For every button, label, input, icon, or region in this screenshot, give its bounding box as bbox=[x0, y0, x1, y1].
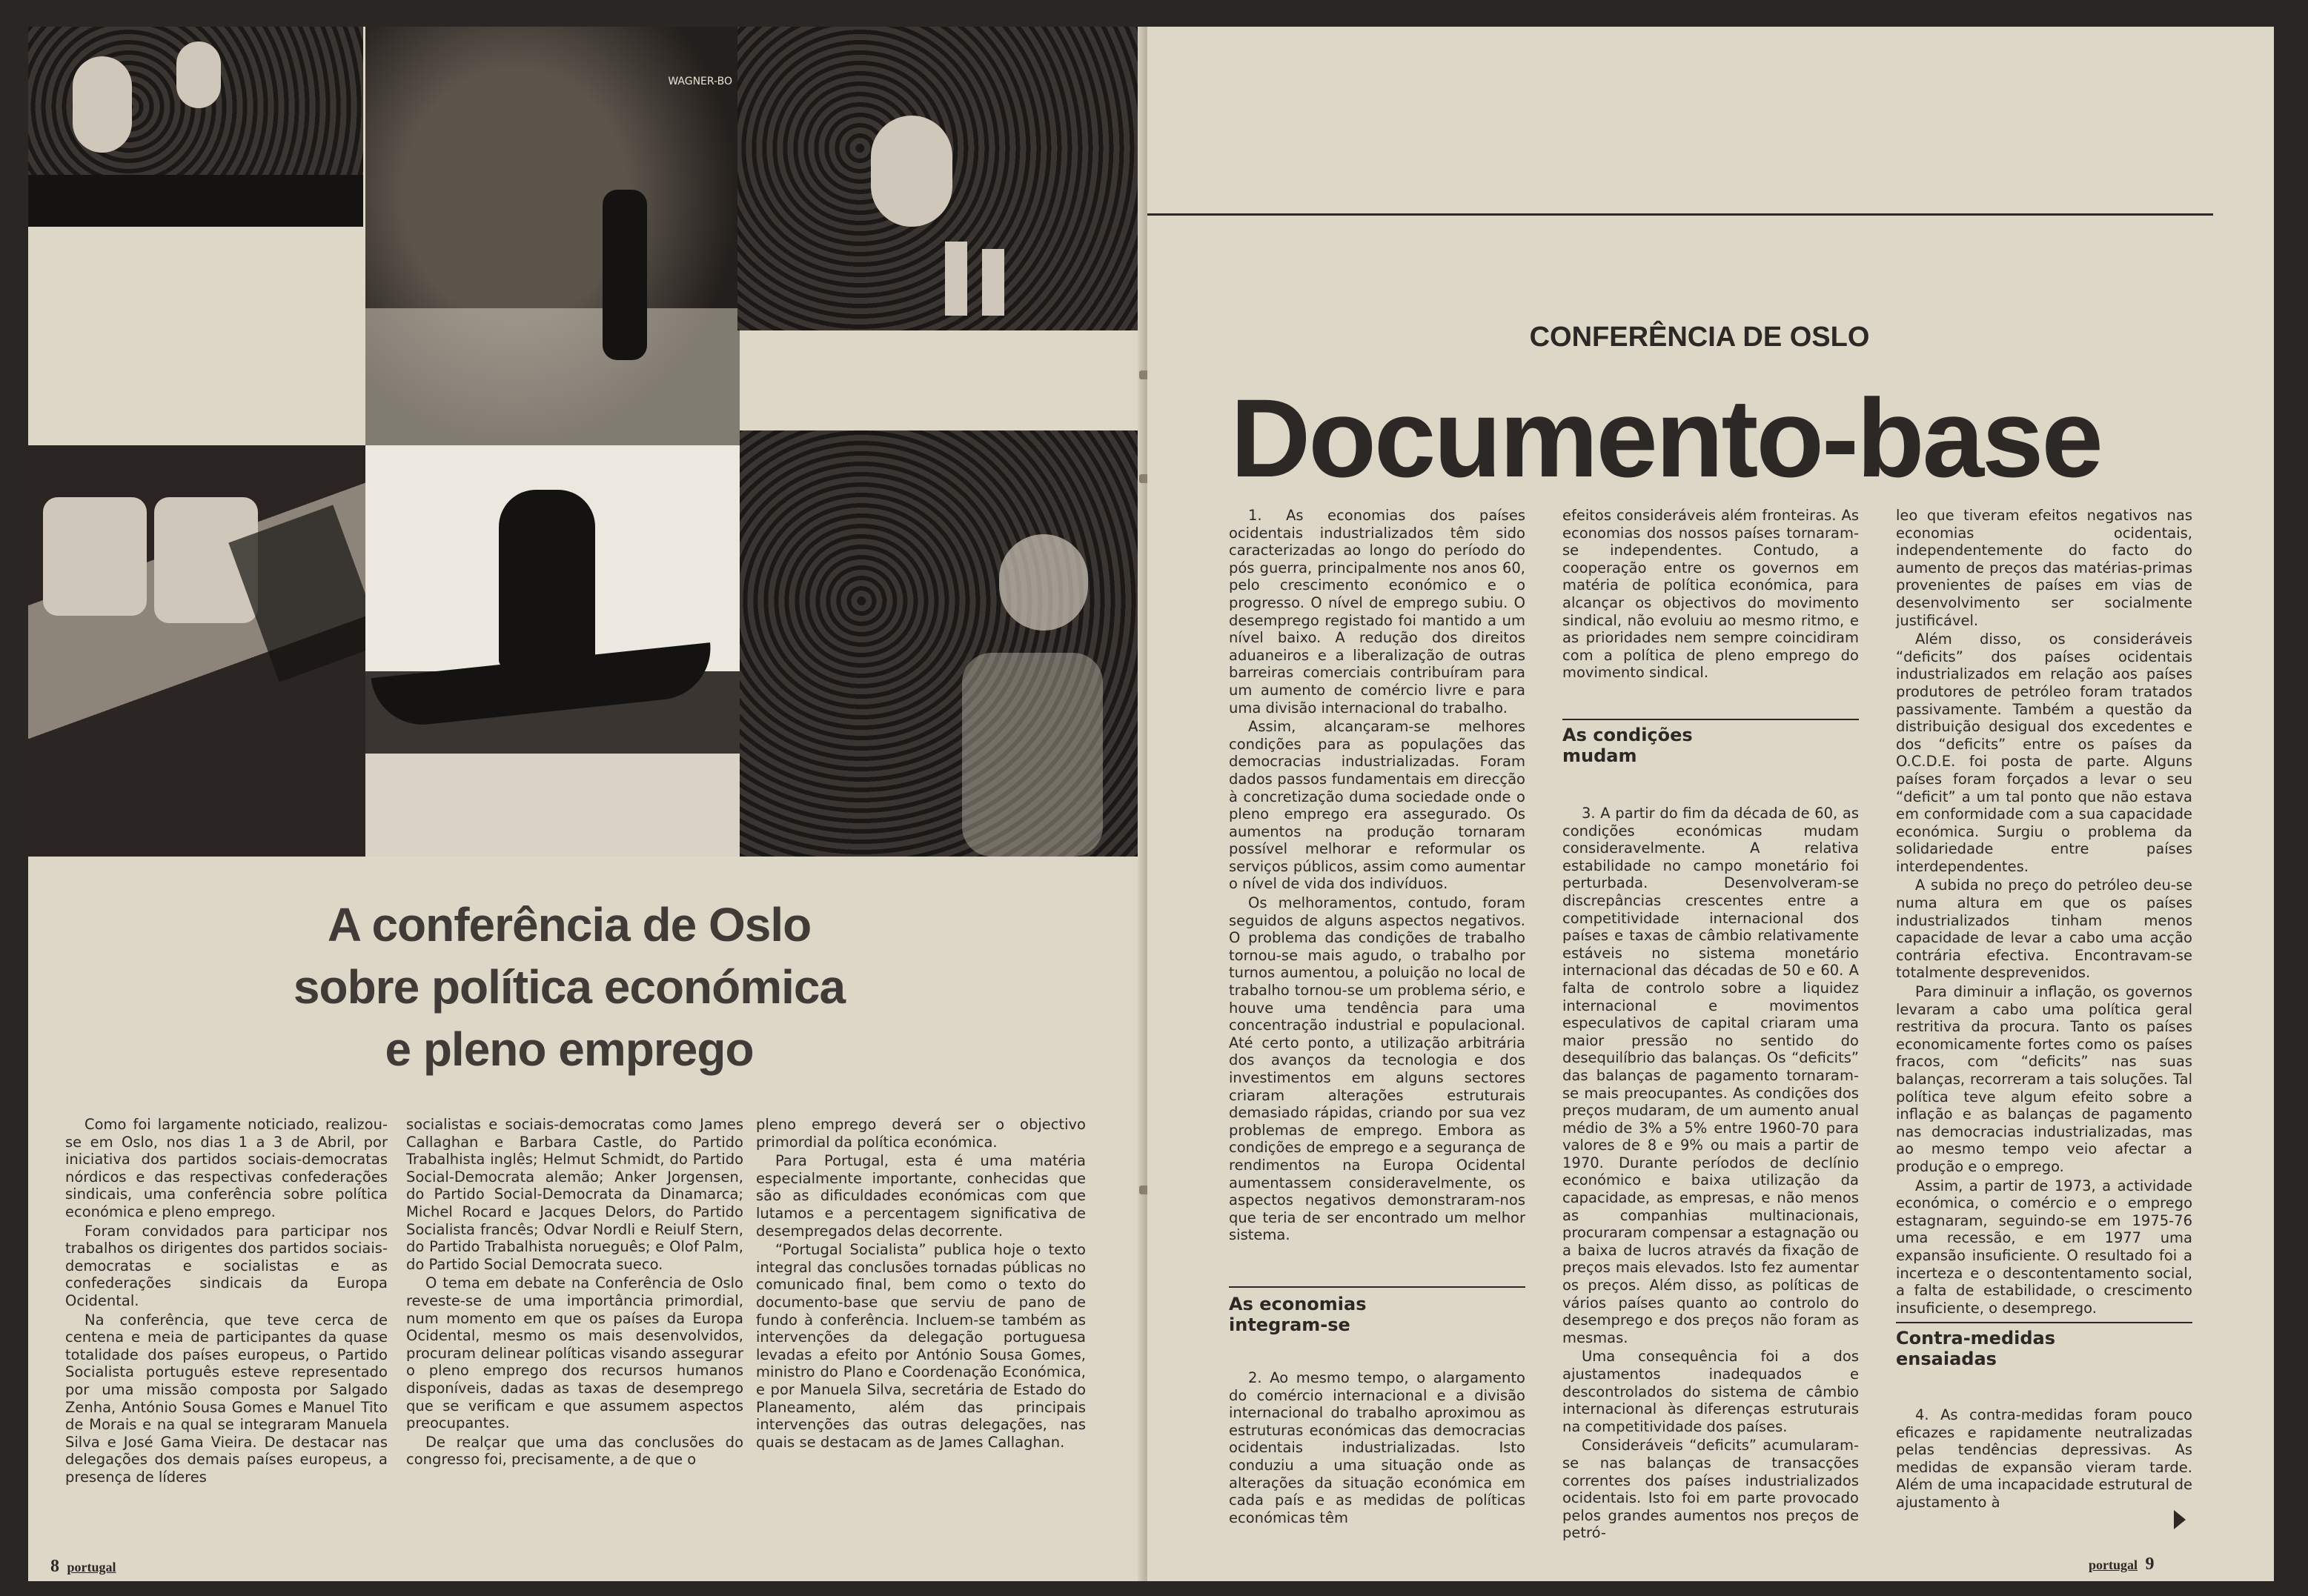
section-heading-contra-medidas bbox=[1896, 1328, 2055, 1369]
laboratory-woman-photo bbox=[737, 27, 1146, 330]
paragraph: leo que tiveram efeitos negativos nas economias ocidentais, independentemente do facto do aumento de preços das matérias-primas provenientes de países em vias de desenvolvimento ser socialmente justificável. bbox=[1896, 507, 2192, 629]
continue-arrow-icon bbox=[2174, 1510, 2186, 1529]
paragraph: Consideráveis “deficits” acumularam-se nas balanças de transacções correntes dos países industrializados ocidentais. Isto foi em parte provocado pelos grandes aumentos nos preços de petró- bbox=[1562, 1437, 1859, 1542]
section-heading-line: mudam bbox=[1562, 745, 1637, 766]
paragraph: socialistas e sociais-democratas como James Callaghan e Barbara Castle, do Partido Trabalhista inglês; Helmut Schmidt, do Partido Social-Democrata alemão; Anker Jorgensen, do Partido Social-Democrata da Dinamarca; Michel Rocard e Jacques Delors, do Partido Socialista francês; Odvar Nordli e Reiulf Stern, do Partido Trabalhista norueguês; e Olof Palm, do Partido Social Democrata sueco. bbox=[406, 1116, 743, 1273]
right-column-1 bbox=[1229, 507, 1525, 1244]
paragraph: O tema em debate na Conferência de Oslo reveste-se de uma importância primordial, num momento em que os países da Europa Ocidental, mesmo os mais desenvolvidos, procuram delinear políticas visando assegurar o pleno emprego dos recursos humanos disponíveis, dadas as taxas de desemprego que se verificam e que assumem aspectos preocupantes. bbox=[406, 1274, 743, 1432]
footer-logo-text: portugal bbox=[67, 1560, 116, 1575]
nuns-weaving-photo bbox=[28, 445, 365, 857]
section-text-contra-medidas bbox=[1896, 1406, 2192, 1512]
paragraph: Para diminuir a inflação, os governos levaram a cabo uma política geral restritiva da procura. Tanto os países economicamente fortes como os países fracos, com “deficits” nas suas balanças, recorreram a tais soluções. Tal política teve algum efeito sobre a inflação e as balanças de pagamento nas democracias industrializadas, mas ao mesmo tempo veio afectar a produção e o emprego. bbox=[1896, 983, 2192, 1175]
section-rule bbox=[1229, 1286, 1525, 1288]
left-column-3 bbox=[756, 1116, 1086, 1451]
headline-line-3: e pleno emprego bbox=[385, 1023, 754, 1076]
paragraph: 3. A partir do fim da década de 60, as condições económicas mudam consideravelmente. A relativa estabilidade no campo monetário foi perturbada. Desenvolveram-se discrepâncias crescentes entre a competitividade internacional dos países e taxas de câmbio relativamente estáveis no sistema monetário internacional das décadas de 50 e 60. A falta de controlo sobre a liquidez internacional e movimentos especulativos de capital criaram uma maior pressão no sentido do desequilíbrio das balanças. Os “deficits” das balanças de pagamento tornaram-se mais preocupantes. As condições dos preços mudaram, de um aumento anual médio de 3% a 5% entre 1960-70 para valores de 8 e 9% ou mais a partir de 1970. Durante períodos de declínio económico e baixa utilização da capacidade, as empresas, e não menos as companhias multinacionais, procuraram compensar a estagnação ou a baixa de lucros através da fixação de preços mais elevados. Isto fez aumentar os preços. Além disso, as políticas de vários países quanto ao controlo do desemprego e dos preços não foram as mesmas. bbox=[1562, 805, 1859, 1346]
footer-logo-left bbox=[50, 1557, 116, 1577]
left-page bbox=[28, 27, 1146, 1581]
paragraph: Na conferência, que teve cerca de centena e meia de participantes da quase totalidade dos países europeus, o Partido Socialista português esteve representado por uma missão composta por Salgado Zenha, António Sousa Gomes e Manuel Tito de Morais e na qual se integraram Manuela Silva e José Gama Vieira. De destacar nas delegações dos demais países europeus, a presença de líderes bbox=[65, 1311, 388, 1486]
section-rule bbox=[1896, 1322, 2192, 1323]
paragraph: 1. As economias dos países ocidentais industrializados têm sido caracterizadas ao longo do período do pós guerra, principalmente nos anos 60, pelo crescimento económico e o progresso. O nível de emprego subiu. O desemprego registado foi mantido a um nível baixo. A redução dos direitos aduaneiros e a liberalização de outras barreiras comerciais contribuíram para um aumento de comércio livre e para uma divisão internacional do trabalho. bbox=[1229, 507, 1525, 716]
section-heading-line: As economias bbox=[1229, 1294, 1367, 1314]
footer-page-number: 8 bbox=[50, 1557, 59, 1576]
article-headline bbox=[199, 894, 940, 1080]
section-heading-line: Contra-medidas bbox=[1896, 1328, 2056, 1349]
field-burning-photo-caption: WAGNER-BO bbox=[668, 76, 732, 87]
top-rule bbox=[1147, 213, 2213, 216]
page-title: Documento-base bbox=[1230, 376, 2101, 500]
right-column-2 bbox=[1562, 507, 1859, 682]
right-page bbox=[1147, 27, 2274, 1581]
right-column-3 bbox=[1562, 805, 1859, 1542]
paragraph: Assim, a partir de 1973, a actividade económica, o comércio e o emprego estagnaram, seguindo-se em 1975-76 uma recessão, e em 1977 uma expansão insuficiente. O resultado foi a incerteza e o descontentamento social, a falta de estabilidade, o crescimento insuficiente, o desemprego. bbox=[1896, 1177, 2192, 1317]
paragraph: Foram convidados para participar nos trabalhos os dirigentes dos partidos sociais-democratas e socialistas e as confederações sindicais da Europa Ocidental. bbox=[65, 1222, 388, 1309]
paragraph: “Portugal Socialista” publica hoje o texto integral das conclusões tornadas públicas no comunicado final, bem como o texto do documento-base que serviu de pano de fundo à conferência. Incluem-se também as intervenções da delegação portuguesa levadas a efeito por António Sousa Gomes, ministro do Plano e Coordenação Económica, e por Manuela Silva, secretária de Estado do Planeamento, além das principais intervenções das outras delegações, nas quais se destacam as de James Callaghan. bbox=[756, 1241, 1086, 1451]
headline-line-1: A conferência de Oslo bbox=[327, 898, 812, 951]
left-column-2 bbox=[406, 1116, 743, 1469]
section-heading-economias bbox=[1229, 1294, 1367, 1335]
paragraph: Uma consequência foi a dos ajustamentos inadequados e descontrolados do sistema de câmbio internacional às diferenças estruturais na competitividade dos países. bbox=[1562, 1348, 1859, 1435]
paragraph: De realçar que uma das conclusões do congresso foi, precisamente, a de que o bbox=[406, 1433, 743, 1469]
section-heading-line: As condições bbox=[1562, 725, 1693, 745]
paragraph: Assim, alcançaram-se melhores condições para as populações das democracias industrializadas. Foram dados passos fundamentais em direcção à concretização duma sociedade onde o pleno emprego era assegurado. Os aumentos na produção tornaram possível melhorar e reformular os serviços públicos, assim como aumentar o nível de vida dos indivíduos. bbox=[1229, 718, 1525, 893]
paragraph: Como foi largamente noticiado, realizou-se em Oslo, nos dias 1 a 3 de Abril, por iniciativa dos partidos sociais-democratas nórdicos e das respectivas confederações sindicais, uma conferência sobre política económica e pleno emprego. bbox=[65, 1116, 388, 1220]
kicker: CONFERÊNCIA DE OSLO bbox=[1529, 322, 1870, 353]
paragraph: Além disso, os consideráveis “deficits” dos países ocidentais industrializados em relação aos países produtores de petróleo foram tratados passivamente. Também a questão da distribuição desigual dos excedentes e dos “deficits” entre os países da O.C.D.E. foi posta de parte. Alguns países foram forçados a levar o seu “deficit” a um tal ponto que não estava em conformidade com a sua capacidade económica. Surgiu o problema da solidariedade entre países interdependentes. bbox=[1896, 631, 2192, 875]
factory-machine-photo bbox=[28, 27, 363, 227]
paragraph: 4. As contra-medidas foram pouco eficazes e rapidamente neutralizadas pelas tendências depressivas. As medidas de expansão vieram tarde. Além de uma incapacidade estrutural de ajustamento à bbox=[1896, 1406, 2192, 1511]
paragraph: Para Portugal, esta é uma matéria especialmente importante, conhecidas que são as dificuldades económicas com que lutamos e a percentagem significativa de desempregados delas decorrente. bbox=[756, 1152, 1086, 1240]
section-text-economias bbox=[1229, 1369, 1525, 1526]
footer-logo-right bbox=[2089, 1555, 2155, 1575]
field-burning-photo bbox=[365, 27, 740, 445]
left-column-1 bbox=[65, 1116, 388, 1486]
fisherman-boat-photo bbox=[365, 445, 740, 857]
headline-line-2: sobre política económica bbox=[293, 960, 846, 1014]
footer-logo-text: portugal bbox=[2089, 1557, 2138, 1572]
paragraph: pleno emprego deverá ser o objectivo primordial da política económica. bbox=[756, 1116, 1086, 1151]
paragraph: 2. Ao mesmo tempo, o alargamento do comércio internacional e a divisão internacional do trabalho aproximou as estruturas económicas das democracias ocidentais industrializadas. Isto conduziu a uma situação onde as alterações da situação económica em cada país e as medidas de políticas económicas têm bbox=[1229, 1369, 1525, 1526]
section-rule bbox=[1562, 719, 1859, 720]
paragraph: A subida no preço do petróleo deu-se numa altura em que os países industrializados tinham menos capacidade de levar a cabo uma acção contrária efectiva. Encontravam-se totalmente desprevenidos. bbox=[1896, 877, 2192, 982]
paragraph: efeitos consideráveis além fronteiras. As economias dos nossos países tornaram-se independentes. Contudo, a cooperação entre os governos em matéria de política económica, para alcançar os objectivos do movimento sindical, não evoluiu ao mesmo ritmo, e as prioridades nem sempre coincidiram com a política de pleno emprego do movimento sindical. bbox=[1562, 507, 1859, 682]
section-heading-condicoes bbox=[1562, 725, 1693, 766]
right-column-4 bbox=[1896, 507, 2192, 1317]
section-heading-line: ensaiadas bbox=[1896, 1349, 1997, 1369]
footer-page-number: 9 bbox=[2145, 1555, 2155, 1574]
industrial-worker-photo bbox=[740, 430, 1146, 857]
section-heading-line: integram-se bbox=[1229, 1314, 1350, 1335]
paragraph: Os melhoramentos, contudo, foram seguidos de alguns aspectos negativos. O problema das condições de trabalho tornou-se mais agudo, o trabalho por turnos aumentou, a poluição no local de trabalho tornou-se um problema sério, e houve uma tendência para uma concentração industrial e populacional. Até certo ponto, a utilização arbitrária dos avanços da tecnologia e dos investimentos em alguns sectores criaram alterações estruturais demasiado rápidas, criando por sua vez problemas de emprego. Embora as condições de emprego e a segurança de rendimentos na Europa Ocidental aumentassem consideravelmente, os aspectos negativos demonstraram-nos que teria de ser encontrado um melhor sistema. bbox=[1229, 894, 1525, 1244]
